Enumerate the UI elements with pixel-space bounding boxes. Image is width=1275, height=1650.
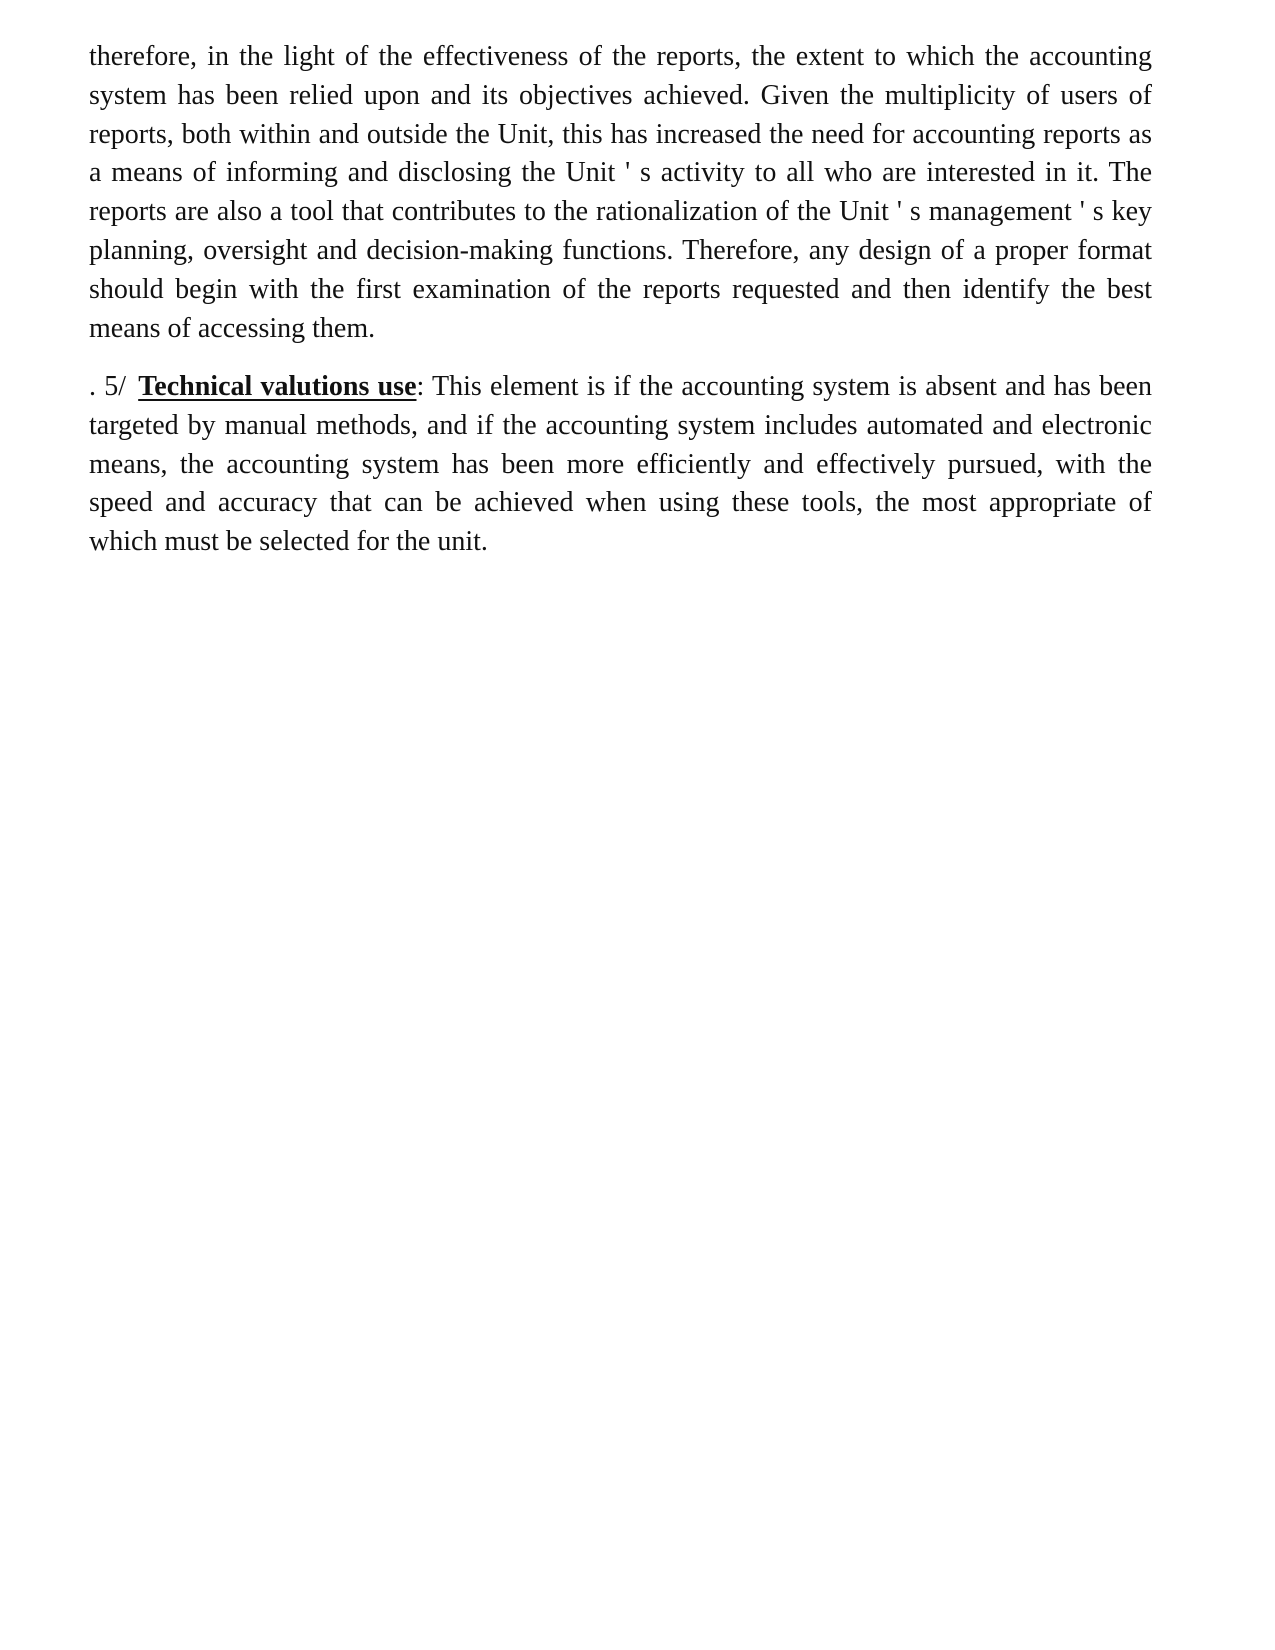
paragraph-reports: therefore, in the light of the effectiveness of the reports, the extent to which the accounting system has been relied upon and its objectives achieved. Given the multiplicity of users of reports, both within and outside the Unit, this has increased the need for accounting reports as a means of informing and disclosing the Unit ' s activity to all who are interested in it. The reports are also a tool that contributes to the rationalization of the Unit ' s management ' s key planning, oversight and decision-making functions. Therefore, any design of a proper format should begin with the first examination of the reports requested and then identify the best means of accessing them. <box>89 41 1152 344</box>
section-number: . 5/ <box>89 371 126 402</box>
section-technical-valuations <box>89 368 1152 562</box>
section-body: : This element is if the accounting system is absent and has been targeted by manual methods, and if the accounting system includes automated and electronic means, the accounting system has been more efficiently and effectively pursued, with the speed and accuracy that can be achieved when using these tools, the most appropriate of which must be selected for the unit. <box>89 371 1152 558</box>
section-heading: Technical valutions use <box>138 371 417 402</box>
